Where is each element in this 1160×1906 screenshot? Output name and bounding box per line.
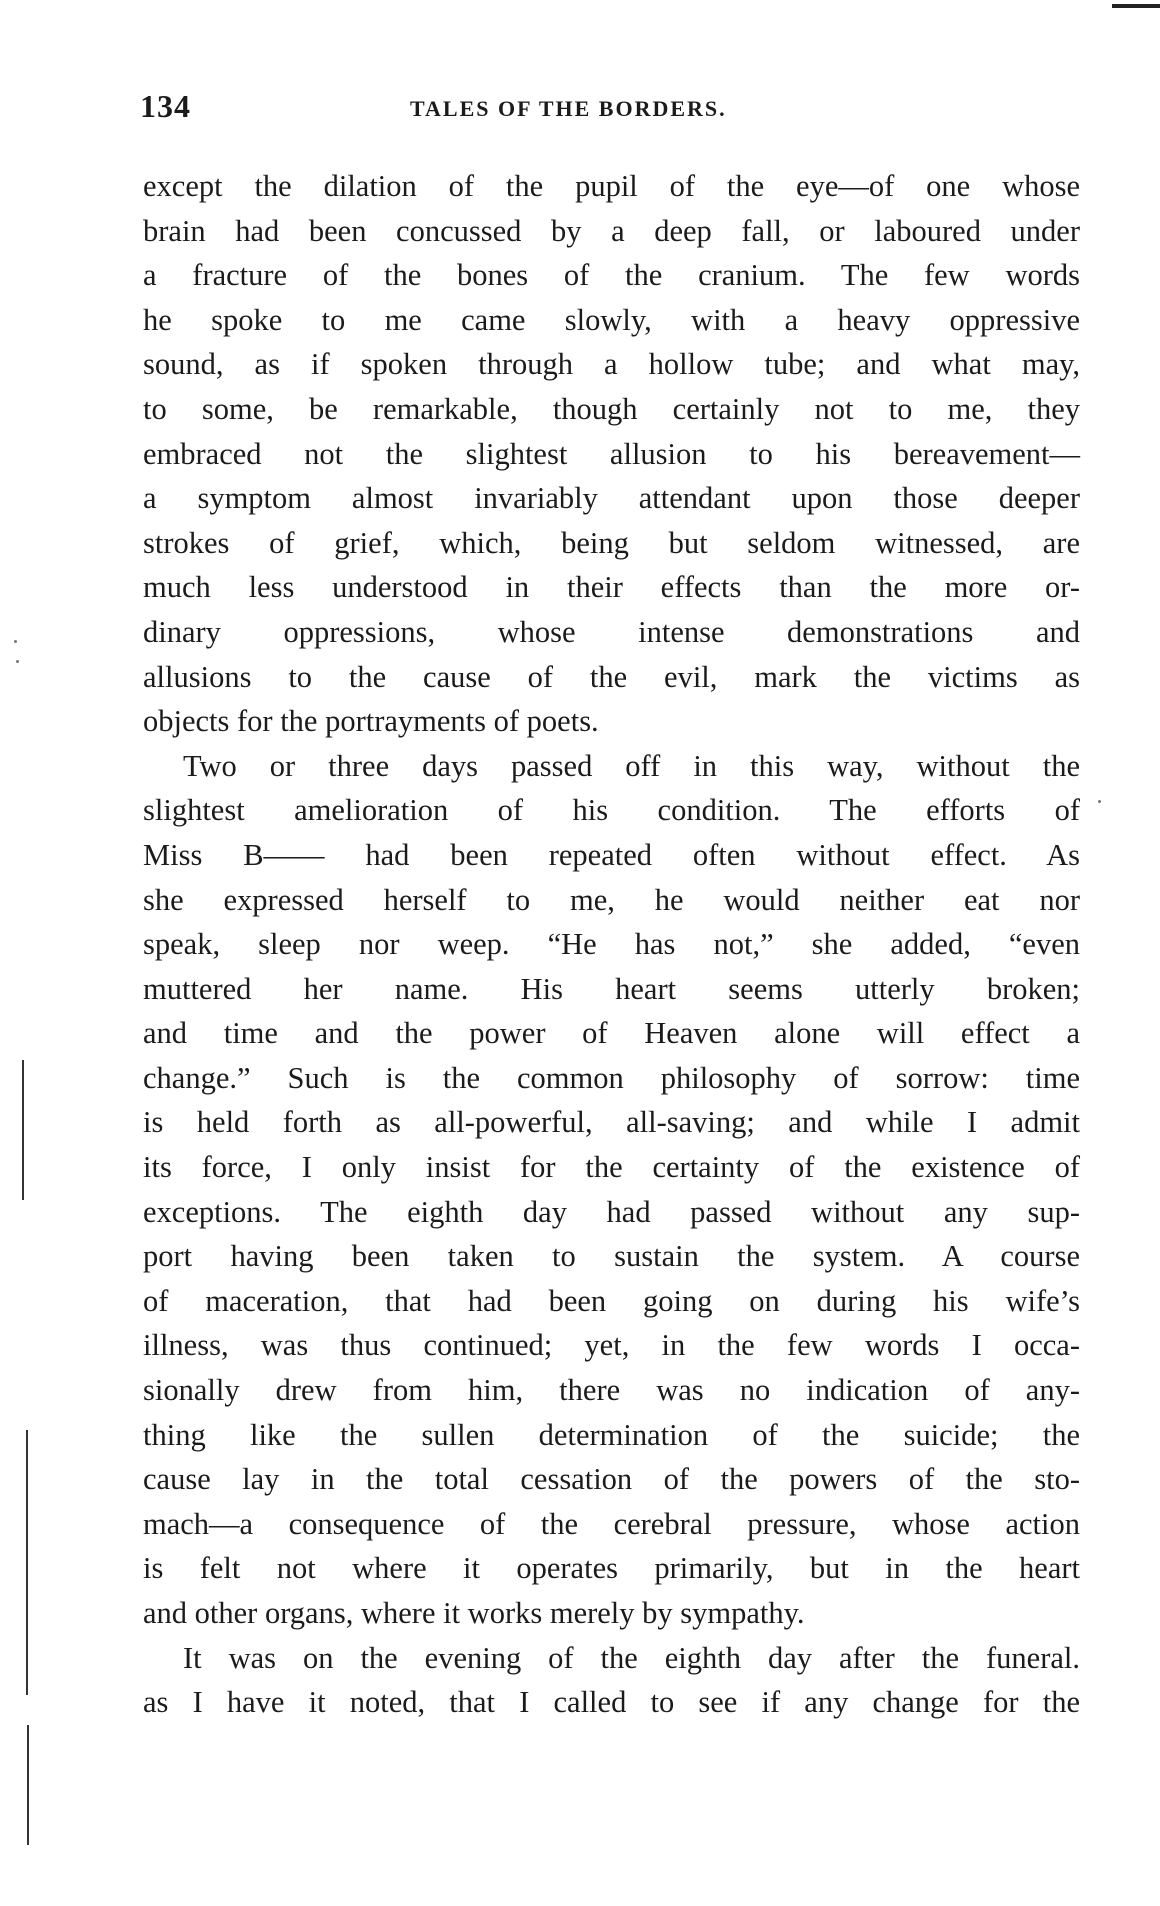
text-line: exceptions. The eighth day had passed without any sup- xyxy=(143,1194,1080,1229)
paragraph-end-line: objects for the portrayments of poets. xyxy=(143,704,599,739)
text-line: port having been taken to sustain the system. A course xyxy=(143,1239,1080,1274)
text-line: he spoke to me came slowly, with a heavy oppressive xyxy=(143,302,1080,337)
text-line: is felt not where it operates primarily, but in the heart xyxy=(143,1551,1080,1586)
text-line: thing like the sullen determination of the suicide; the xyxy=(143,1417,1080,1452)
text-line: brain had been concussed by a deep fall, or laboured under xyxy=(143,213,1080,248)
text-line: strokes of grief, which, being but seldom witnessed, are xyxy=(143,525,1080,560)
margin-rule xyxy=(22,1060,24,1200)
text-line: and time and the power of Heaven alone will effect a xyxy=(143,1016,1080,1051)
margin-rule xyxy=(27,1725,29,1845)
margin-rule xyxy=(26,1430,28,1695)
page-header xyxy=(140,88,1080,128)
text-line: illness, was thus continued; yet, in the few words I occa- xyxy=(143,1328,1080,1363)
text-line: slightest amelioration of his condition. The efforts of xyxy=(143,793,1080,828)
text-line: as I have it noted, that I called to see if any change for the xyxy=(143,1685,1080,1720)
paragraph-start-line: It was on the evening of the eighth day after the funeral. xyxy=(183,1640,1080,1675)
text-line: dinary oppressions, whose intense demonstrations and xyxy=(143,614,1080,649)
text-line: allusions to the cause of the evil, mark the victims as xyxy=(143,659,1080,694)
paragraph-end-line: and other organs, where it works merely by sympathy. xyxy=(143,1596,805,1630)
text-line: cause lay in the total cessation of the powers of the sto- xyxy=(143,1462,1080,1497)
text-line: is held forth as all-powerful, all-saving; and while I admit xyxy=(143,1105,1080,1140)
text-line: of maceration, that had been going on during his wife’s xyxy=(143,1283,1080,1318)
text-line: to some, be remarkable, though certainly not to me, they xyxy=(143,391,1080,426)
text-line: she expressed herself to me, he would neither eat nor xyxy=(143,882,1080,917)
text-line: except the dilation of the pupil of the eye—of one whose xyxy=(143,169,1080,203)
text-line: mach—a consequence of the cerebral pressure, whose action xyxy=(143,1506,1080,1541)
text-line: much less understood in their effects than the more or- xyxy=(143,570,1080,605)
margin-speck xyxy=(16,660,19,663)
text-line: muttered her name. His heart seems utterly broken; xyxy=(143,971,1080,1006)
text-line: speak, sleep nor weep. “He has not,” she added, “even xyxy=(143,927,1080,962)
margin-speck xyxy=(1098,800,1101,803)
text-line: a symptom almost invariably attendant upon those deeper xyxy=(143,481,1080,516)
page-edge-mark xyxy=(1112,4,1160,8)
text-line: sound, as if spoken through a hollow tube; and what may, xyxy=(143,347,1080,382)
text-line: change.” Such is the common philosophy of sorrow: time xyxy=(143,1060,1080,1095)
margin-speck xyxy=(14,640,17,643)
text-line: sionally drew from him, there was no indication of any- xyxy=(143,1373,1080,1408)
running-head: TALES OF THE BORDERS. xyxy=(410,96,727,121)
paragraph-start-line: Two or three days passed off in this way, without the xyxy=(183,748,1080,783)
text-line: its force, I only insist for the certainty of the existence of xyxy=(143,1150,1080,1185)
text-line: Miss B—— had been repeated often without effect. As xyxy=(143,837,1080,872)
text-line: embraced not the slightest allusion to his bereavement— xyxy=(143,436,1080,471)
text-line: a fracture of the bones of the cranium. The few words xyxy=(143,258,1080,293)
body-text xyxy=(143,164,1080,1725)
page-number: 134 xyxy=(140,88,191,124)
